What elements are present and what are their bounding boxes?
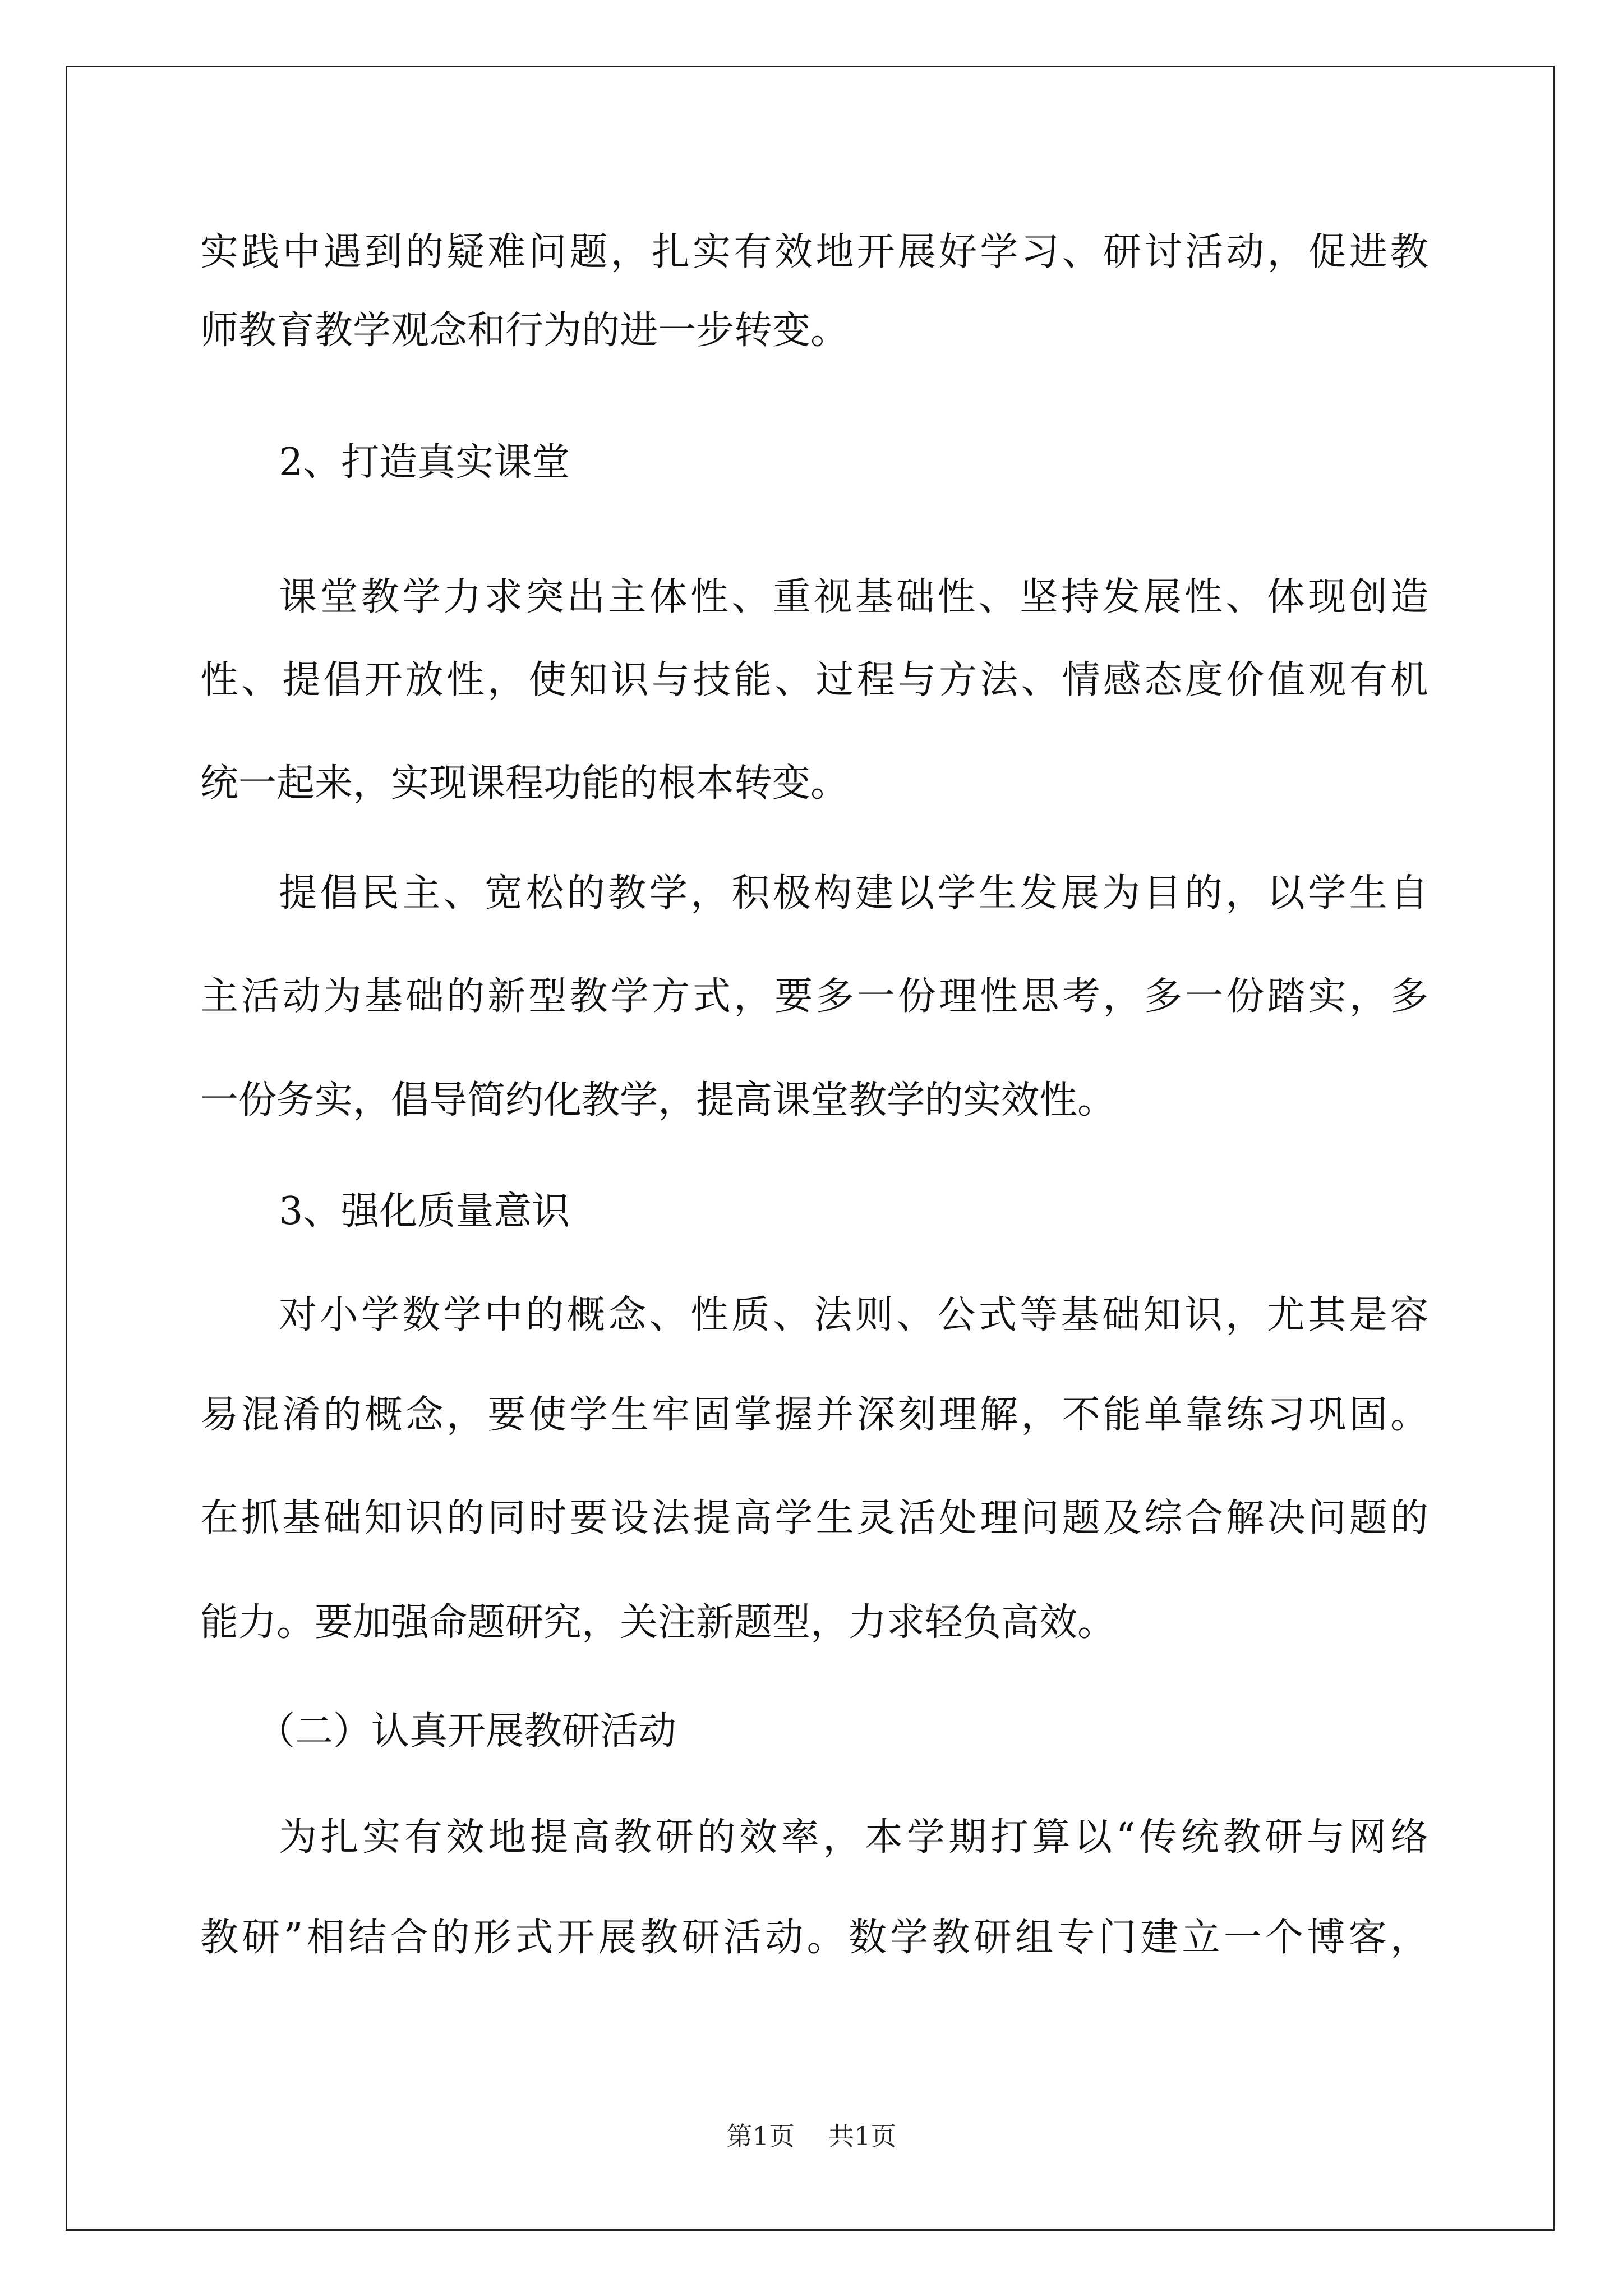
text-line: 课堂教学力求突出主体性、重视基础性、坚持发展性、体现创造: [279, 575, 1428, 619]
text-line: 提倡民主、宽松的教学，积极构建以学生发展为目的，以学生自: [279, 871, 1428, 915]
page-footer: [0, 2119, 1623, 2153]
text-line: 主活动为基础的新型教学方式，要多一份理性思考，多一份踏实，多: [200, 974, 1428, 1019]
text-line: 师教育教学观念和行为的进一步转变。: [200, 309, 849, 353]
text-line: 易混淆的概念，要使学生牢固掌握并深刻理解，不能单靠练习巩固。: [200, 1393, 1428, 1437]
text-line: 为扎实有效地提高教研的效率，本学期打算以“传统教研与网络: [279, 1815, 1428, 1860]
page-total: 共1页: [828, 2121, 897, 2151]
section-heading: 2、打造真实课堂: [279, 440, 570, 485]
text-line: 性、提倡开放性，使知识与技能、过程与方法、情感态度价值观有机: [200, 658, 1428, 702]
text-line: 一份务实，倡导简约化教学，提高课堂教学的实效性。: [200, 1078, 1116, 1122]
section-heading: （二）认真开展教研活动: [257, 1709, 677, 1754]
text-line: 在抓基础知识的同时要设法提高学生灵活处理问题及综合解决问题的: [200, 1496, 1428, 1540]
text-line: 实践中遇到的疑难问题，扎实有效地开展好学习、研讨活动，促进教: [200, 230, 1428, 274]
text-line: 能力。要加强命题研究，关注新题型，力求轻负高效。: [200, 1600, 1116, 1645]
text-line: 统一起来，实现课程功能的根本转变。: [200, 761, 849, 806]
page-number: 第1页: [726, 2121, 795, 2151]
section-heading: 3、强化质量意识: [279, 1189, 570, 1234]
text-line: 教研”相结合的形式开展教研活动。数学教研组专门建立一个博客，: [200, 1916, 1428, 1960]
text-line: 对小学数学中的概念、性质、法则、公式等基础知识，尤其是容: [279, 1293, 1428, 1337]
